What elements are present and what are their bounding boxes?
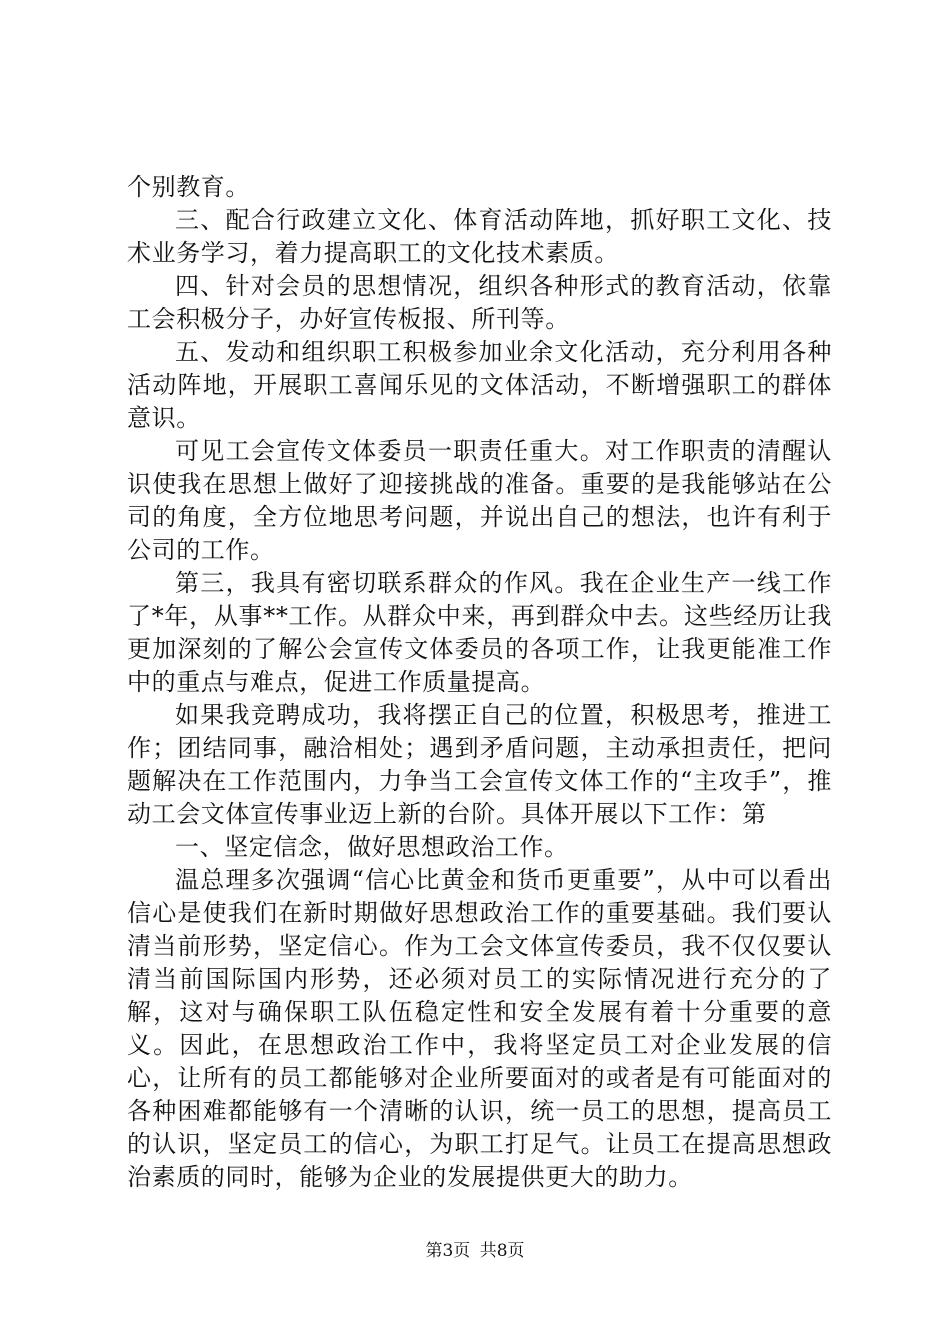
paragraph-9: 温总理多次强调“信心比黄金和货币更重要”，从中可以看出信心是使我们在新时期做好思想政治工作的重要基础。我们要认清当前形势，坚定信心。作为工会文体宣传委员，我不仅仅要认清当前国际国内形势，还必须对员工的实际情况进行充分的了解，这对与确保职工队伍稳定性和安全发展有着十分重要的意义。因此，在思想政治工作中，我将坚定员工对企业发展的信心，让所有的员工都能够对企业所要面对的或者是有可能面对的各种困难都能够有一个清晰的认识，统一员工的思想，提高员工的认识，坚定员工的信心，为职工打足气。让员工在提高思想政治素质的同时，能够为企业的发展提供更大的助力。: [127, 866, 832, 1191]
paragraph-6: 第三，我具有密切联系群众的作风。我在企业生产一线工作了*年，从事**工作。从群众中来，再到群众中去。这些经历让我更加深刻的了解公会宣传文体委员的各项工作，让我更能准工作中的重点与难点，促进工作质量提高。: [127, 569, 832, 696]
paragraph-5: 可见工会宣传文体委员一职责任重大。对工作职责的清醒认识使我在思想上做好了迎接挑战的准备。重要的是我能够站在公司的角度，全方位地思考问题，并说出自己的想法，也许有利于公司的工作。: [127, 437, 832, 564]
page-total: 共8页: [479, 1241, 525, 1261]
paragraph-7: 如果我竞聘成功，我将摆正自己的位置，积极思考，推进工作；团结同事，融洽相处；遇到矛盾问题，主动承担责任，把问题解决在工作范围内，力争当工会宣传文体工作的“主攻手”，推动工会文体宣传事业迈上新的台阶。具体开展以下工作：第: [127, 701, 832, 828]
page-footer: [0, 1240, 950, 1262]
document-body: [127, 171, 832, 1194]
paragraph-8: 一、坚定信念，做好思想政治工作。: [175, 833, 569, 861]
paragraph-1: 个别教育。: [127, 173, 250, 201]
page-number: 第3页: [425, 1241, 471, 1261]
paragraph-4: 五、发动和组织职工积极参加业余文化活动，充分利用各种活动阵地，开展职工喜闻乐见的文体活动，不断增强职工的群体意识。: [127, 338, 832, 432]
paragraph-2: 三、配合行政建立文化、体育活动阵地，抓好职工文化、技术业务学习，着力提高职工的文化技术素质。: [127, 206, 832, 267]
paragraph-3: 四、针对会员的思想情况，组织各种形式的教育活动，依靠工会积极分子，办好宣传板报、所刊等。: [127, 272, 832, 333]
